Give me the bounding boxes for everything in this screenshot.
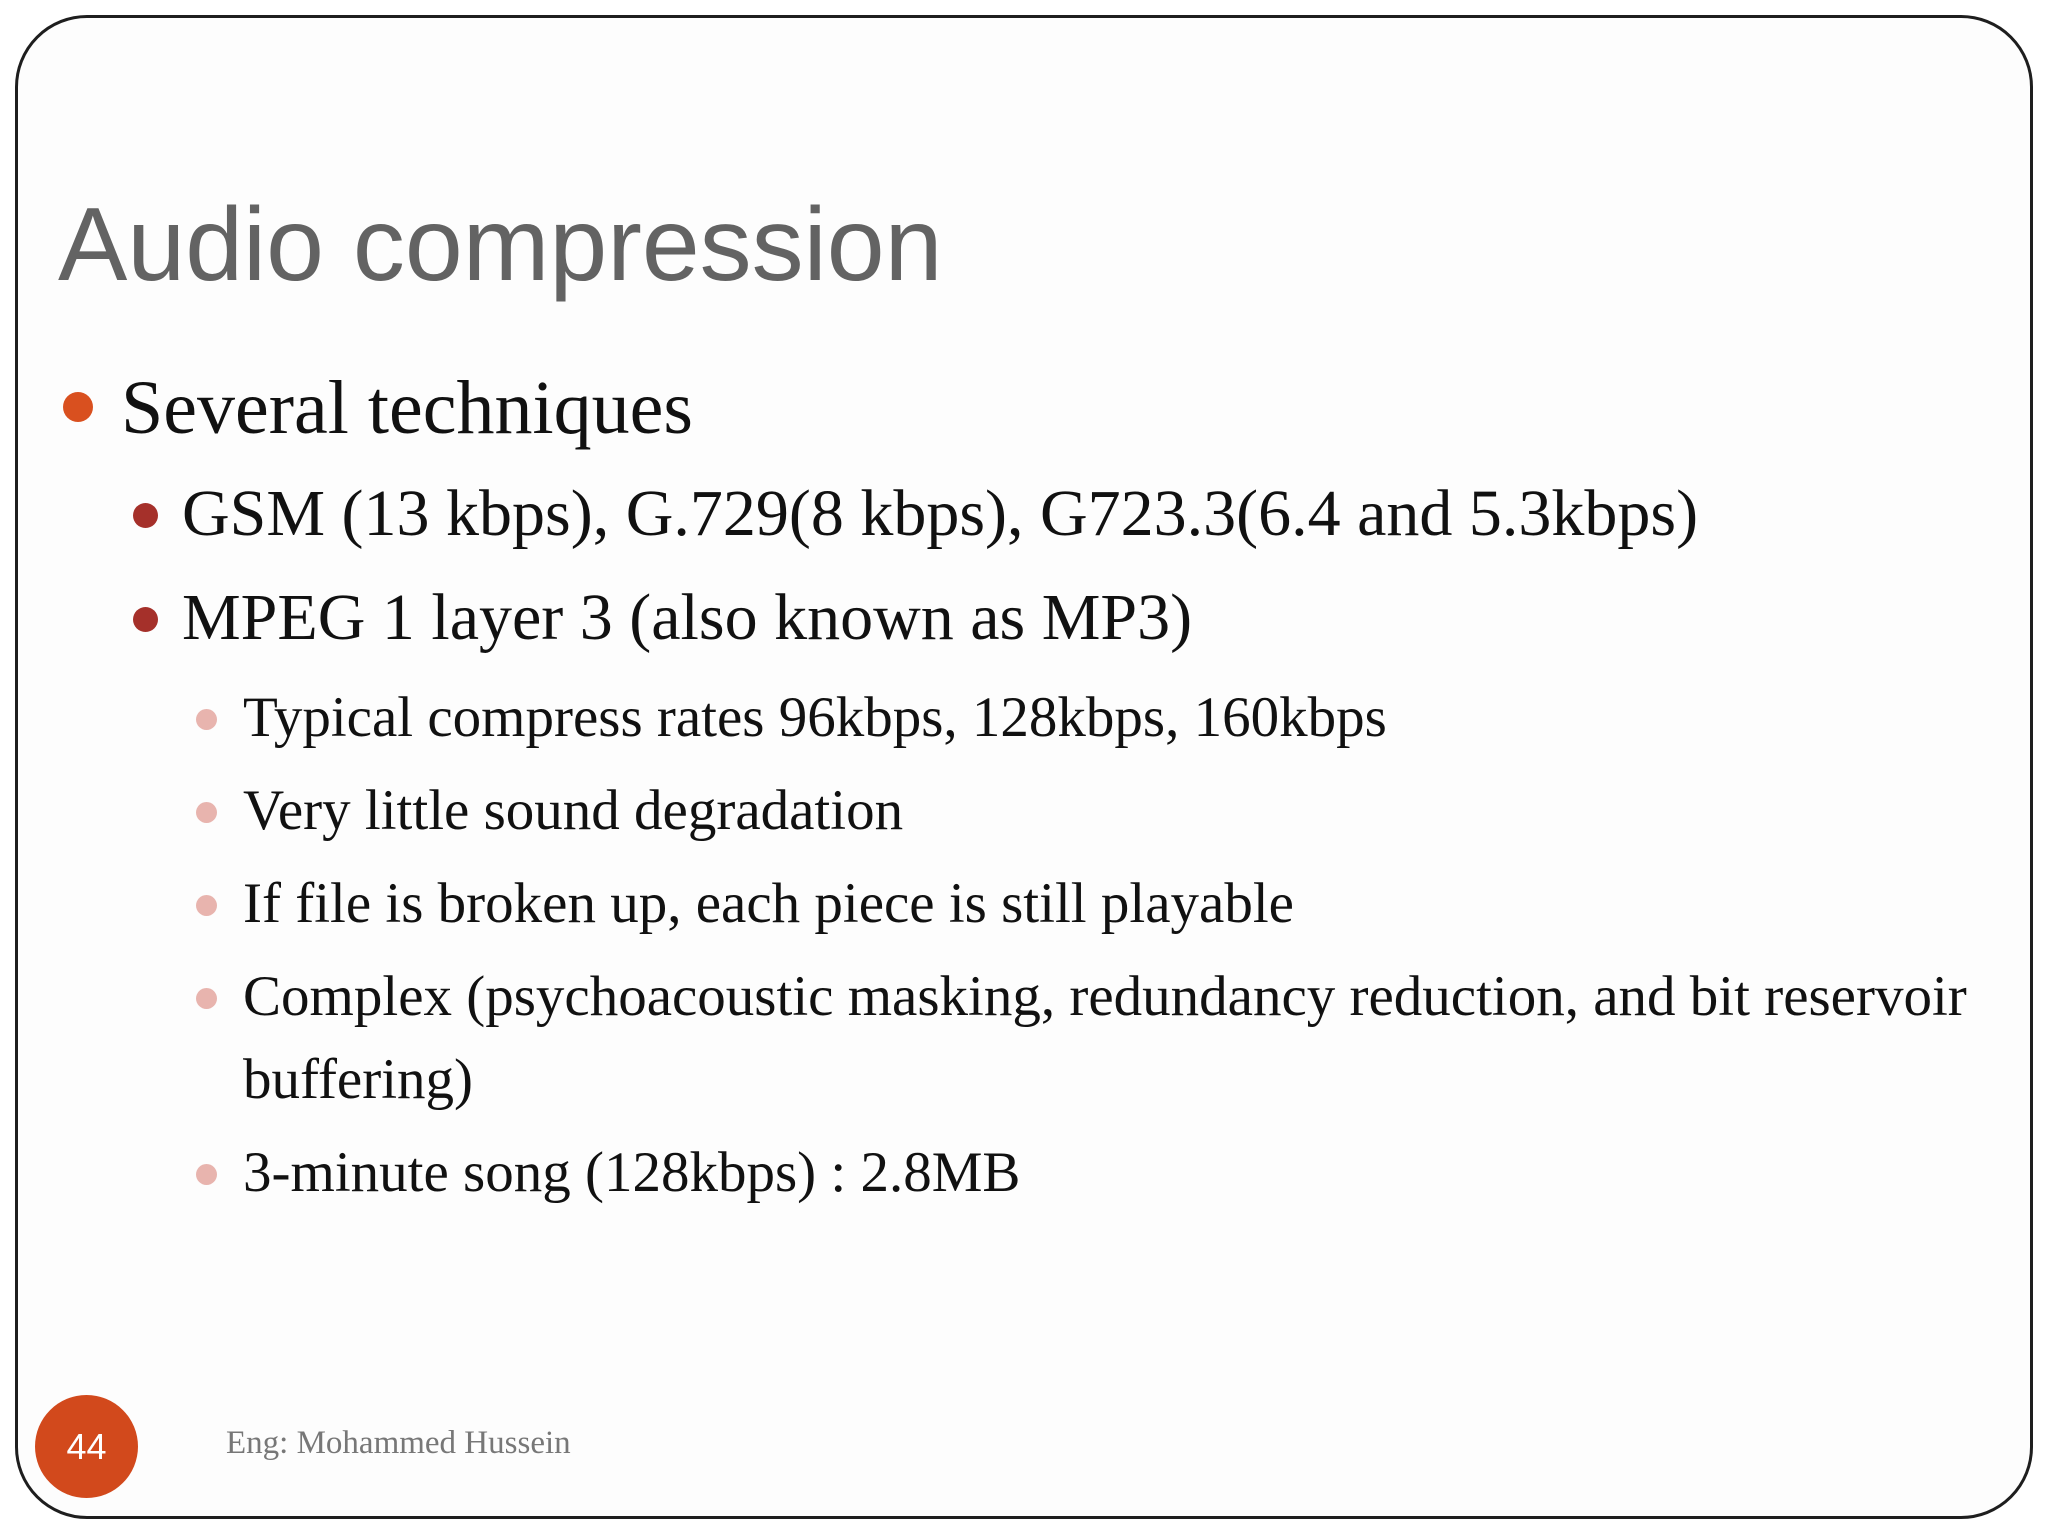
bullet-dot-icon xyxy=(63,392,93,422)
bullet-level3-item xyxy=(18,1131,1970,1214)
bullet-dot-icon xyxy=(196,709,217,730)
bullet-text: Complex (psychoacoustic masking, redundancy reduction, and bit reservoir buffering) xyxy=(243,965,1967,1111)
bullet-level2-codecs xyxy=(18,468,1970,560)
bullet-text: 3-minute song (128kbps) : 2.8MB xyxy=(243,1141,1021,1204)
bullet-level1 xyxy=(18,358,1970,458)
bullet-dot-icon xyxy=(196,802,217,823)
bullet-text: Several techniques xyxy=(121,366,693,450)
page-number-badge: 44 xyxy=(35,1395,138,1498)
bullet-level3-item xyxy=(18,769,1970,852)
slide-content xyxy=(18,358,1970,1224)
bullet-text: GSM (13 kbps), G.729(8 kbps), G723.3(6.4 and 5.3kbps) xyxy=(182,477,1699,550)
bullet-dot-icon xyxy=(196,988,217,1009)
slide-title: Audio compression xyxy=(58,187,943,303)
bullet-dot-icon xyxy=(196,895,217,916)
bullet-level2-mpeg xyxy=(18,572,1970,664)
bullet-level3-item xyxy=(18,862,1970,945)
bullet-dot-icon xyxy=(133,503,158,528)
bullet-text: Typical compress rates 96kbps, 128kbps, 160kbps xyxy=(243,686,1387,749)
bullet-level3-item xyxy=(18,955,1970,1121)
bullet-text: If file is broken up, each piece is still playable xyxy=(243,872,1294,935)
footer-author: Eng: Mohammed Hussein xyxy=(226,1425,571,1461)
bullet-text: Very little sound degradation xyxy=(243,779,904,842)
bullet-text: MPEG 1 layer 3 (also known as MP3) xyxy=(182,581,1193,654)
bullet-dot-icon xyxy=(133,607,158,632)
bullet-level3-item xyxy=(18,676,1970,759)
slide xyxy=(15,15,2033,1519)
bullet-dot-icon xyxy=(196,1164,217,1185)
